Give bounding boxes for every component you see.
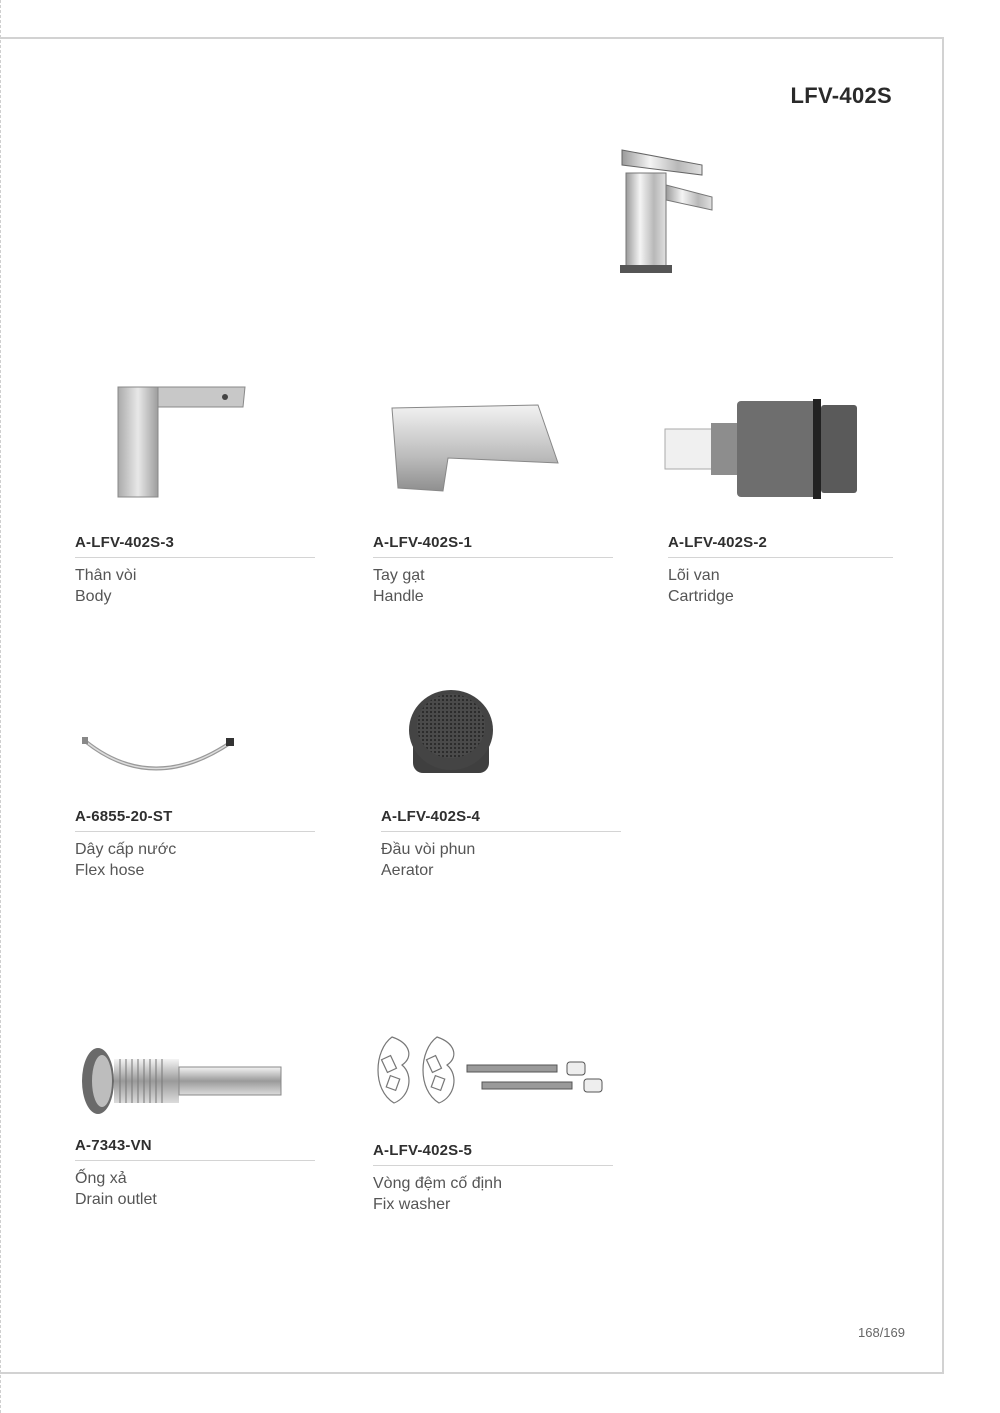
page-title: LFV-402S — [790, 83, 892, 108]
part-code: A-LFV-402S-1 — [373, 534, 613, 558]
aerator-icon — [405, 686, 497, 778]
part-card — [668, 534, 893, 607]
part-name-vi: Tay gạt — [373, 567, 425, 584]
part-name-vi: Dây cấp nước — [75, 841, 177, 858]
flex-hose-icon — [82, 735, 237, 780]
part-card — [75, 534, 315, 607]
part-card — [381, 808, 621, 881]
part-card — [75, 1137, 315, 1210]
part-code: A-LFV-402S-4 — [381, 808, 621, 832]
part-name-en: Cartridge — [668, 588, 734, 605]
part-name-vi: Thân vòi — [75, 567, 137, 584]
part-name-vi: Đầu vòi phun — [381, 841, 476, 858]
part-card — [373, 1142, 613, 1215]
part-name-en: Flex hose — [75, 862, 145, 879]
faucet-body-icon — [115, 385, 250, 500]
part-name-en: Handle — [373, 588, 424, 605]
part-name-vi: Ống xả — [75, 1170, 127, 1187]
part-name-en: Fix washer — [373, 1196, 451, 1213]
faucet-handle-icon — [388, 403, 560, 495]
part-card — [373, 534, 613, 607]
part-code: A-LFV-402S-5 — [373, 1142, 613, 1166]
part-name-en: Drain outlet — [75, 1191, 157, 1208]
fix-washer-icon — [372, 1035, 610, 1107]
part-name-en: Aerator — [381, 862, 434, 879]
part-card — [75, 808, 315, 881]
part-name-vi: Lõi van — [668, 567, 720, 584]
part-name-en: Body — [75, 588, 112, 605]
drain-outlet-icon — [80, 1045, 285, 1117]
page-number: 168/169 — [858, 1325, 905, 1340]
faucet-product-image — [612, 145, 722, 280]
part-name-vi: Vòng đệm cố định — [373, 1175, 502, 1192]
cartridge-icon — [663, 397, 863, 502]
part-code: A-LFV-402S-3 — [75, 534, 315, 558]
part-code: A-7343-VN — [75, 1137, 315, 1161]
part-code: A-6855-20-ST — [75, 808, 315, 832]
part-code: A-LFV-402S-2 — [668, 534, 893, 558]
